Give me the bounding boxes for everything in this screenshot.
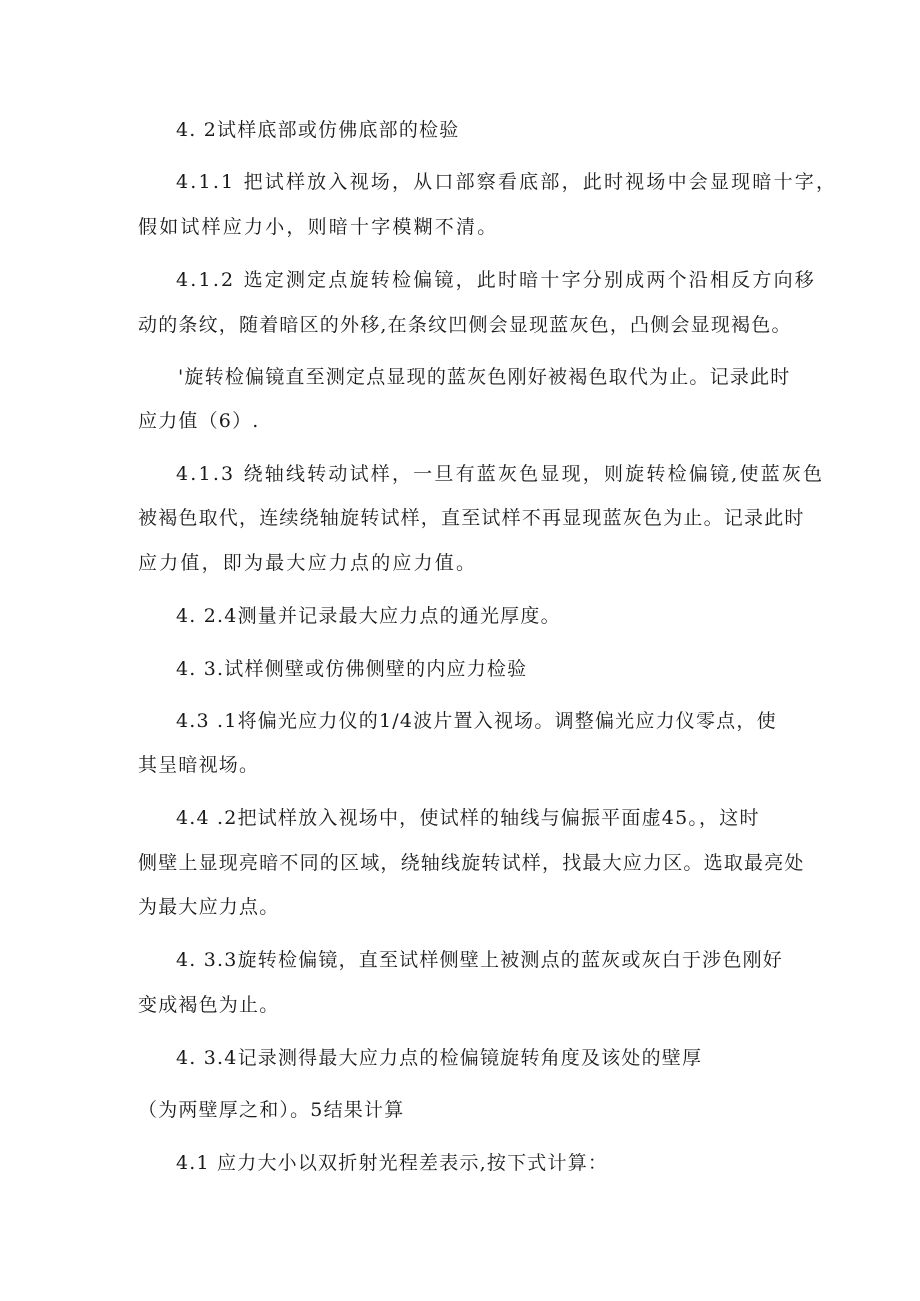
paragraph-4-3-3-line-1: 4. 3.3旋转检偏镜，直至试样侧壁上被测点的蓝灰或灰白于涉色刚好 [176,949,783,971]
paragraph-4-2-4: 4. 2.4测量并记录最大应力点的通光厚度。 [176,605,561,627]
paragraph-4-1-3-line-3: 应力值，即为最大应力点的应力值。 [138,552,478,574]
paragraph-4-4-2-line-1: 4.4 .2把试样放入视场中，使试样的轴线与偏振平面虚45。，这时 [176,807,760,829]
paragraph-4-1-1-line-1: 4.1.1 把试样放入视场，从口部察看底部，此时视场中会显现暗十字， [176,171,838,193]
paragraph-4-3-3-line-2: 变成褐色为止。 [138,994,280,1016]
paragraph-4-1-3-line-2: 被褐色取代，连续绕轴旋转试样，直至试样不再显现蓝灰色为止。记录此时 [138,507,805,529]
paragraph-4-1-1-line-2: 假如试样应力小，则暗十字模糊不清。 [138,216,499,238]
paragraph-4-1-2-line-1: 4.1.2 选定测定点旋转检偏镜，此时暗十字分别成两个沿相反方向移 [176,269,816,291]
paragraph-record-line-1: '旋转检偏镜直至测定点显现的蓝灰色刚好被褐色取代为止。记录此时 [178,366,791,388]
paragraph-record-line-2: 应力值（6）. [138,410,260,432]
paragraph-4-1-3-line-1: 4.1.3 绕轴线转动试样，一旦有蓝灰色显现，则旋转检偏镜,使蓝灰色 [176,463,825,485]
section-heading-4-2: 4. 2试样底部或仿佛底部的检验 [176,119,460,141]
paragraph-4-4-2-line-2: 侧壁上显现亮暗不同的区域，绕轴线旋转试样，找最大应力区。选取最亮处 [138,852,805,874]
paragraph-4-1-formula: 4.1 应力大小以双折射光程差表示,按下式计算： [176,1152,609,1174]
paragraph-4-4-2-line-3: 为最大应力点。 [138,896,280,918]
paragraph-4-3-4: 4. 3.4记录测得最大应力点的检偏镜旋转角度及该处的壁厚 [176,1047,703,1069]
paragraph-4-1-2-line-2: 动的条纹，随着暗区的外移,在条纹凹侧会显现蓝灰色，凸侧会显现褐色。 [138,314,792,336]
paragraph-4-3-1-line-2: 其呈暗视场。 [138,754,260,776]
paragraph-4-3-1-line-1: 4.3 .1将偏光应力仪的1/4波片置入视场。调整偏光应力仪零点，使 [176,710,777,732]
paragraph-5-results: （为两壁厚之和）。5结果计算 [138,1099,405,1121]
section-heading-4-3: 4. 3.试样侧壁或仿佛侧壁的内应力检验 [176,658,528,680]
